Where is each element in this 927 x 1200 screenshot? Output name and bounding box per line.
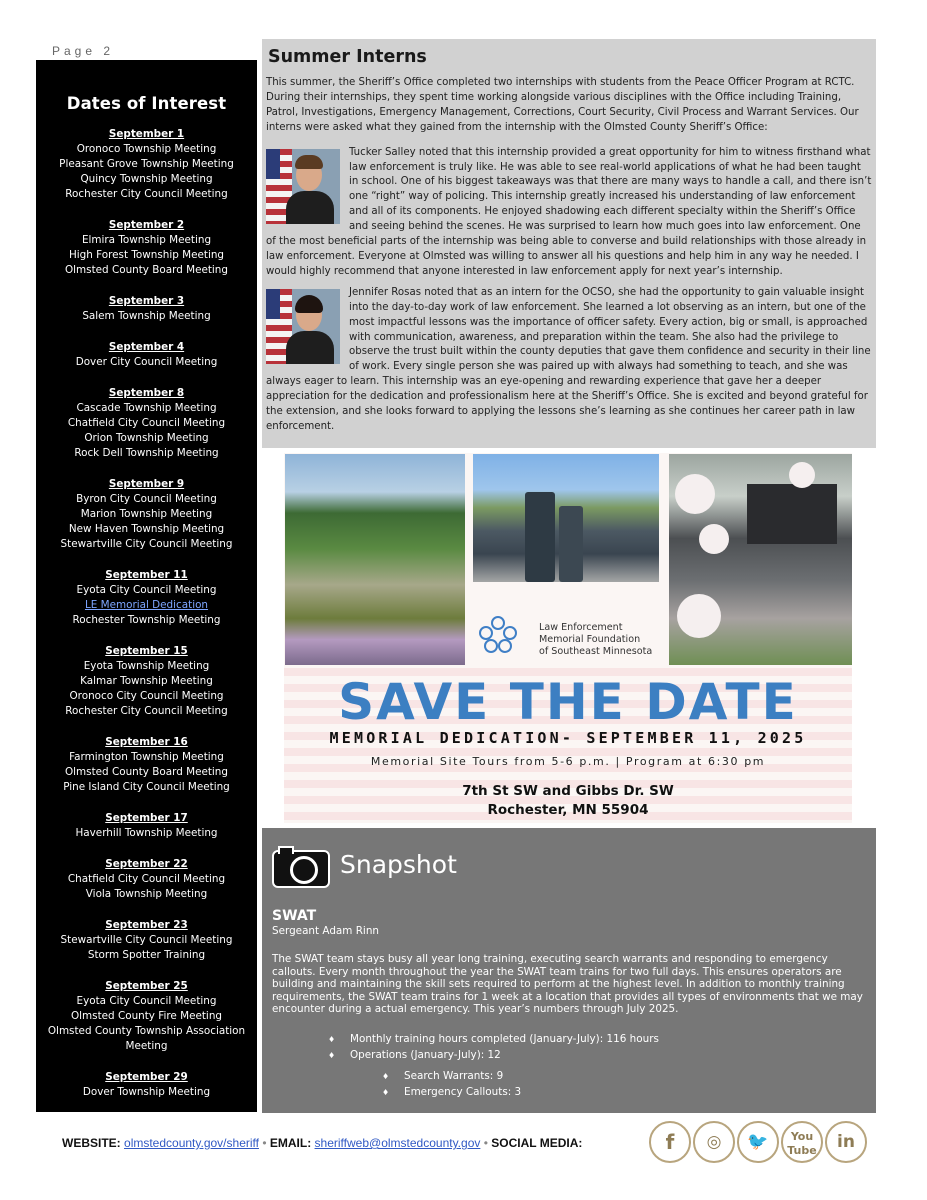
interns-intro: This summer, the Sheriff’s Office completed two internships with students from the Peace Officer Program at RCTC. During their internships, they spent time working alongside various disciplines with the Office including Training, Patrol, Investigations, Emergency Management, Corrections, Court Security, Civil Process and Warrant Services. Our interns were asked what they gained from the internship with the Olmsted County Sheriff’s Office: xyxy=(266,77,859,133)
twitter-icon[interactable]: 🐦 xyxy=(737,1121,779,1163)
date-group xyxy=(36,127,257,202)
event-item: Oronoco City Council Meeting xyxy=(69,690,224,702)
diamond-bullet-icon: ♦ xyxy=(382,1088,390,1097)
event-item: Olmsted County Board Meeting xyxy=(64,264,228,276)
event-item: Rochester City Council Meeting xyxy=(65,188,228,200)
event-item: Quincy Township Meeting xyxy=(80,173,213,185)
save-the-date-flyer xyxy=(284,453,852,823)
memorial-dedication-link[interactable]: LE Memorial Dedication xyxy=(84,599,209,611)
event-item: Chatfield City Council Meeting xyxy=(67,873,226,885)
event-item: Rochester Township Meeting xyxy=(72,614,221,626)
date-group xyxy=(36,218,257,278)
date-group xyxy=(36,979,257,1054)
camera-icon xyxy=(272,850,330,888)
event-address: 7th St SW and Gibbs Dr. SW Rochester, MN 55904 xyxy=(462,783,674,818)
date-group xyxy=(36,735,257,795)
date-heading: September 4 xyxy=(108,341,185,353)
event-item: Elmira Township Meeting xyxy=(81,234,212,246)
event-item: Chatfield City Council Meeting xyxy=(67,417,226,429)
event-item: Byron City Council Meeting xyxy=(76,493,217,505)
diamond-bullet-icon: ♦ xyxy=(328,1051,336,1060)
sidebar-title: Dates of Interest xyxy=(66,94,227,113)
event-item: Dover City Council Meeting xyxy=(75,356,218,368)
swat-heading: SWAT xyxy=(272,908,317,924)
date-group xyxy=(36,644,257,719)
memorial-garden-photo xyxy=(285,454,465,665)
summer-interns-section xyxy=(262,39,876,448)
bullet-emergency-callouts: ♦ Emergency Callouts: 3 xyxy=(382,1086,522,1098)
dedication-subhead: MEMORIAL DEDICATION- SEPTEMBER 11, 2025 xyxy=(329,729,807,747)
event-item: Dover Township Meeting xyxy=(82,1086,211,1098)
email-link[interactable]: sheriffweb@olmstedcounty.gov xyxy=(314,1136,481,1150)
intern-tucker xyxy=(266,146,872,280)
event-item: New Haven Township Meeting xyxy=(68,523,225,535)
tour-times: Memorial Site Tours from 5-6 p.m. | Program at 6:30 pm xyxy=(370,755,766,768)
event-item: Pleasant Grove Township Meeting xyxy=(59,158,234,170)
event-item: Eyota Township Meeting xyxy=(83,660,210,672)
bullet-training-hours: ♦ Monthly training hours completed (January-July): 116 hours xyxy=(328,1033,659,1045)
snapshot-title: Snapshot xyxy=(340,850,457,879)
jennifer-photo xyxy=(266,289,340,364)
instagram-icon[interactable]: ◎ xyxy=(693,1121,735,1163)
date-heading: September 17 xyxy=(105,812,188,824)
date-group xyxy=(36,1070,257,1100)
snapshot-section xyxy=(262,828,876,1113)
date-heading: September 9 xyxy=(108,478,185,490)
event-item: Olmsted County Fire Meeting xyxy=(70,1010,222,1022)
save-the-date-headline: SAVE THE DATE xyxy=(338,673,798,731)
facebook-icon[interactable]: f xyxy=(649,1121,691,1163)
event-item: Rochester City Council Meeting xyxy=(65,705,228,717)
event-item: Rock Dell Township Meeting xyxy=(74,447,219,459)
date-heading: September 16 xyxy=(105,736,188,748)
jennifer-text: Jennifer Rosas noted that as an intern for the OCSO, she had the opportunity to gain valuable insight into the day-to-day work of law enforcement. She learned a lot observing as an intern, but one of the most impactful lessons was the importance of officer safety. Every action, big or small, is approached with communication, awareness, and preparation within the team. She also had the privilege to observe the trust built within the county deputies that gave them confidence and security in their line of work. Every single person she was paired up with always had something to teach, and she was always eager to learn. This internship was an eye-opening and rewarding experience that gave her a deeper appreciation for the dedication and professionalism here at the Sheriff’s Office. She is excited and beyond grateful for the extension, and she looks forward to applying the lessons she’s learning as she continues her career path in law enforcement. xyxy=(266,286,871,432)
date-groups xyxy=(36,127,257,1100)
event-item: Olmsted County Board Meeting xyxy=(64,766,228,778)
footer-contact: WEBSITE: olmstedcounty.gov/sheriff • EMAIL: sheriffweb@olmstedcounty.gov • SOCIAL MEDIA: xyxy=(62,1136,583,1150)
page-number: Page 2 xyxy=(52,44,115,58)
event-item: Marion Township Meeting xyxy=(80,508,213,520)
interns-title: Summer Interns xyxy=(268,47,427,67)
date-heading: September 3 xyxy=(108,295,185,307)
bullet-search-warrants: ♦ Search Warrants: 9 xyxy=(382,1070,504,1082)
swat-body: The SWAT team stays busy all year long training, executing search warrants and responding to emergency callouts. Every month throughout the year the SWAT team trains for two full days. This ensures operators are building and maintaining the skill sets required to perform at the highest level. In addition to monthly training requirements, the SWAT team trains for 1 week at a location that provides all types of environments that we may encounter during a actual emergency. This year’s numbers through July 2025. xyxy=(272,953,863,1016)
date-heading: September 29 xyxy=(105,1071,188,1083)
event-item: Cascade Township Meeting xyxy=(76,402,217,414)
date-heading: September 23 xyxy=(105,919,188,931)
date-heading: September 1 xyxy=(108,128,185,140)
diamond-bullet-icon: ♦ xyxy=(382,1072,390,1081)
event-item: Viola Township Meeting xyxy=(85,888,208,900)
bullet-operations: ♦ Operations (January-July): 12 xyxy=(328,1049,501,1061)
youtube-icon[interactable]: You Tube xyxy=(781,1121,823,1163)
linkedin-icon[interactable]: in xyxy=(825,1121,867,1163)
date-heading: September 11 xyxy=(105,569,188,581)
date-heading: September 8 xyxy=(108,387,185,399)
tucker-text: Tucker Salley noted that this internship provided a great opportunity for him to witness firsthand what law enforcement is truly like. He was able to see real-world applications of what he had been taught in school. One of his biggest takeaways was that there are many ways to handle a call, and there isn’t one “right” way of policing. This internship greatly increased his understanding of law enforcement and all of its components. He enjoyed shadowing each different specialty within the Sheriff’s Office and seeing behind the scenes. He was surprised to learn how much goes into law enforcement. One of the most beneficial parts of the internship was being able to converse and build relationships with those already in law enforcement. Everyone at Olmsted was willing to answer all his questions and help him in any way he needed. I would highly recommend that anyone interested in law enforcement apply for next year’s internship. xyxy=(266,146,872,277)
event-item: Storm Spotter Training xyxy=(87,949,206,961)
intern-jennifer xyxy=(266,286,872,435)
memorial-wall-photo xyxy=(669,454,852,665)
event-item: Kalmar Township Meeting xyxy=(80,675,213,687)
date-heading: September 22 xyxy=(105,858,188,870)
date-group xyxy=(36,477,257,552)
date-heading: September 15 xyxy=(105,645,188,657)
foundation-logo xyxy=(473,588,663,663)
diamond-bullet-icon: ♦ xyxy=(328,1035,336,1044)
event-item: Stewartville City Council Meeting xyxy=(60,934,233,946)
date-group xyxy=(36,386,257,461)
date-heading: September 2 xyxy=(108,219,185,231)
event-item: High Forest Township Meeting xyxy=(68,249,225,261)
event-item: Pine Island City Council Meeting xyxy=(63,781,230,793)
flower-logo-icon xyxy=(479,616,517,654)
dates-of-interest-sidebar xyxy=(36,60,257,1112)
website-link[interactable]: olmstedcounty.gov/sheriff xyxy=(124,1136,259,1150)
date-group xyxy=(36,857,257,902)
date-group xyxy=(36,918,257,963)
swat-author: Sergeant Adam Rinn xyxy=(272,925,379,937)
event-item: Orion Township Meeting xyxy=(84,432,209,444)
event-item: Farmington Township Meeting xyxy=(69,751,224,763)
event-item: Haverhill Township Meeting xyxy=(75,827,218,839)
tucker-photo xyxy=(266,149,340,224)
event-item: Olmsted County Township Association Meeting xyxy=(47,1025,246,1052)
event-item: Salem Township Meeting xyxy=(82,310,211,322)
event-item: Oronoco Township Meeting xyxy=(76,143,217,155)
date-group xyxy=(36,294,257,324)
date-heading: September 25 xyxy=(105,980,188,992)
date-group xyxy=(36,340,257,370)
memorial-monument-photo xyxy=(473,454,659,582)
date-group xyxy=(36,568,257,628)
date-group xyxy=(36,811,257,841)
event-item: Stewartville City Council Meeting xyxy=(60,538,233,550)
foundation-name: Law Enforcement Memorial Foundation of Southeast Minnesota xyxy=(539,622,653,657)
event-item: Eyota City Council Meeting xyxy=(76,584,217,596)
event-item: Eyota City Council Meeting xyxy=(76,995,217,1007)
